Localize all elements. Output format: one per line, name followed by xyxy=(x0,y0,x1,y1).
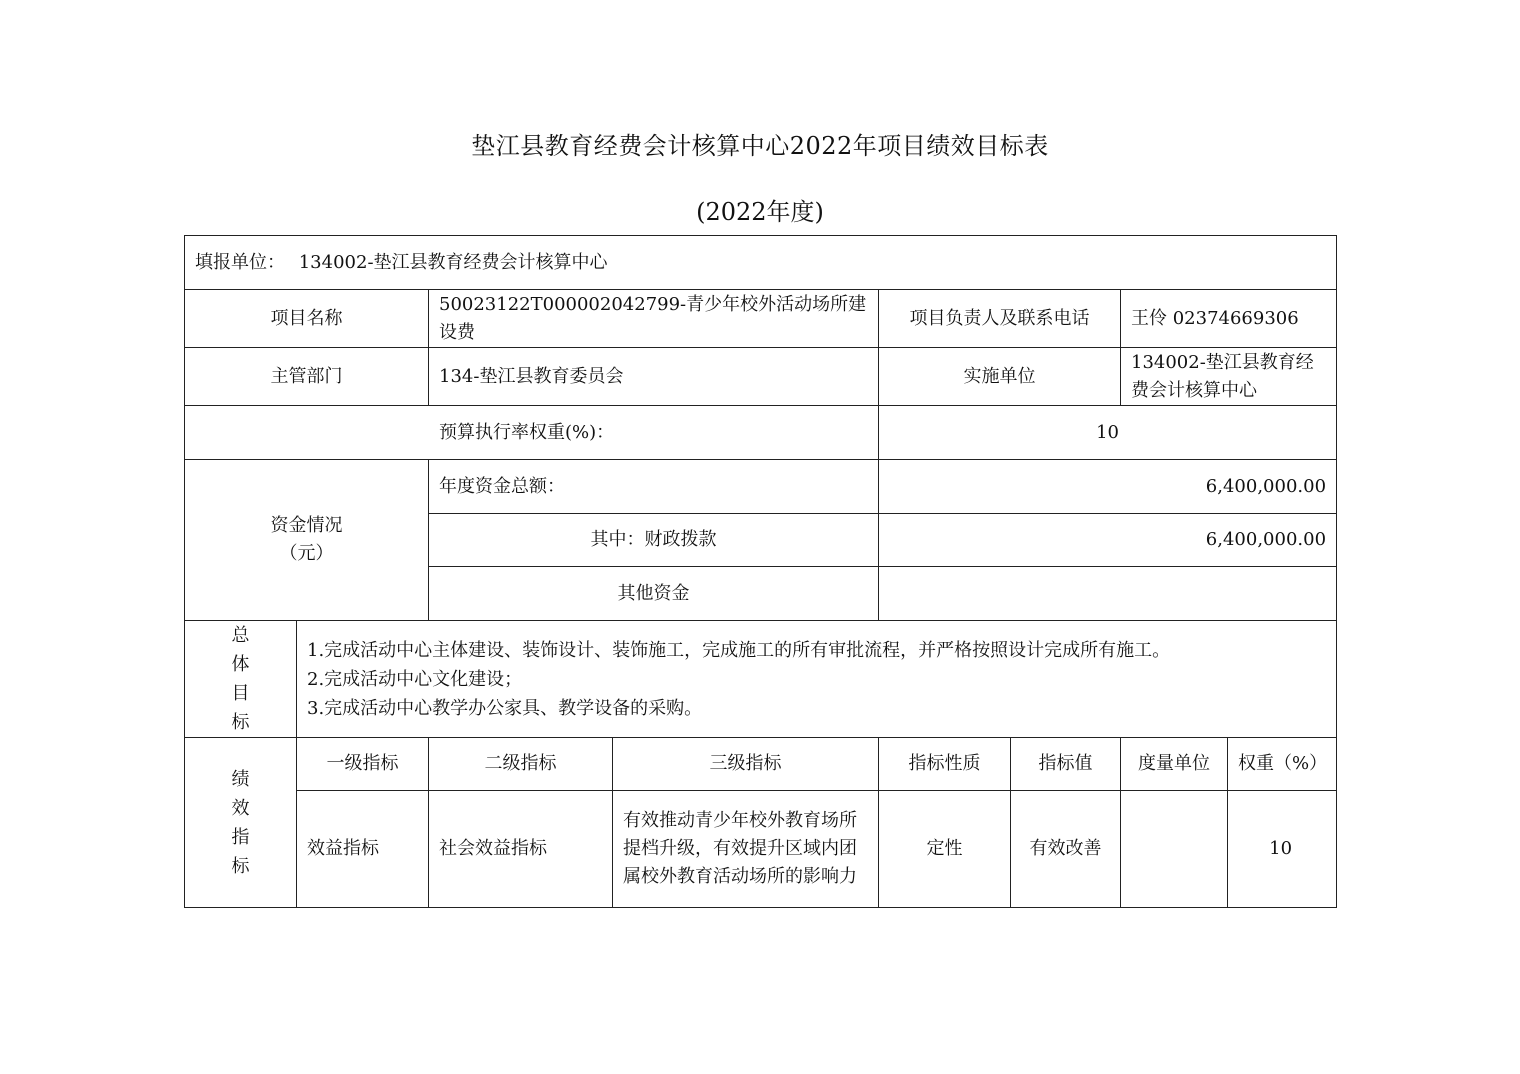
contact-label: 项目负责人及联系电话 xyxy=(879,290,1121,348)
goal-label-char: 标 xyxy=(231,712,250,733)
project-name-value: 50023122T000002042799-青少年校外活动场所建设费 xyxy=(429,290,879,348)
indicator-header-row xyxy=(185,738,1337,791)
budget-weight-label: 预算执行率权重(%)： xyxy=(185,406,879,460)
goal-label-char: 总 xyxy=(231,625,250,646)
contact-value: 王伶 02374669306 xyxy=(1121,290,1337,348)
header-level1: 一级指标 xyxy=(297,738,429,791)
impl-label: 实施单位 xyxy=(879,348,1121,406)
budget-weight-row xyxy=(185,406,1337,460)
perf-label-char: 指 xyxy=(231,826,250,848)
page-subtitle: (2022年度) xyxy=(696,198,824,226)
row-unit xyxy=(1121,791,1228,908)
row-value: 有效改善 xyxy=(1011,791,1121,908)
other-funds-value xyxy=(879,567,1337,621)
goals-cell xyxy=(297,621,1337,738)
funds-label-cell xyxy=(185,460,429,621)
unit-cell xyxy=(185,236,1337,290)
project-name-row xyxy=(185,290,1337,348)
annual-total-value: 6,400,000.00 xyxy=(879,460,1337,514)
budget-weight-value: 10 xyxy=(879,406,1337,460)
impl-value: 134002-垫江县教育经费会计核算中心 xyxy=(1121,348,1337,406)
indicator-row xyxy=(185,791,1337,908)
annual-total-label: 年度资金总额： xyxy=(429,460,879,514)
goal-item: 1.完成活动中心主体建设、装饰设计、装饰施工，完成施工的所有审批流程，并严格按照设计完成所有施工。 xyxy=(307,639,1171,661)
row-level3: 有效推动青少年校外教育场所提档升级，有效提升区域内团属校外教育活动场所的影响力 xyxy=(613,791,879,908)
header-level2: 二级指标 xyxy=(429,738,613,791)
goal-item: 3.完成活动中心教学办公家具、教学设备的采购。 xyxy=(307,697,703,719)
row-nature: 定性 xyxy=(879,791,1011,908)
header-value: 指标值 xyxy=(1011,738,1121,791)
page-title: 垫江县教育经费会计核算中心2022年项目绩效目标表 xyxy=(471,132,1049,160)
fiscal-label: 其中：财政拨款 xyxy=(429,514,879,567)
goals-row xyxy=(185,621,1337,738)
funds-unit: （元） xyxy=(279,543,334,564)
performance-target-table xyxy=(184,235,1337,908)
header-level3: 三级指标 xyxy=(613,738,879,791)
dept-label: 主管部门 xyxy=(185,348,429,406)
row-weight: 10 xyxy=(1228,791,1337,908)
goal-label-char: 目 xyxy=(231,683,250,704)
row-level2: 社会效益指标 xyxy=(429,791,613,908)
goal-item: 2.完成活动中心文化建设； xyxy=(307,668,523,690)
goal-label xyxy=(185,621,297,738)
header-unit: 度量单位 xyxy=(1121,738,1228,791)
unit-label: 填报单位： xyxy=(195,251,285,273)
goal-label-char: 体 xyxy=(231,654,250,675)
perf-label-char: 绩 xyxy=(231,768,250,790)
perf-label-char: 效 xyxy=(231,797,250,819)
dept-row xyxy=(185,348,1337,406)
header-nature: 指标性质 xyxy=(879,738,1011,791)
unit-value: 134002-垫江县教育经费会计核算中心 xyxy=(298,251,608,273)
annual-total-row xyxy=(185,460,1337,514)
perf-label xyxy=(185,738,297,908)
other-funds-label: 其他资金 xyxy=(429,567,879,621)
project-name-label: 项目名称 xyxy=(185,290,429,348)
funds-label: 资金情况 xyxy=(270,515,343,536)
unit-row xyxy=(185,236,1337,290)
dept-value: 134-垫江县教育委员会 xyxy=(429,348,879,406)
fiscal-value: 6,400,000.00 xyxy=(879,514,1337,567)
header-weight: 权重（%） xyxy=(1228,738,1337,791)
perf-label-char: 标 xyxy=(231,855,250,877)
row-level1: 效益指标 xyxy=(297,791,429,908)
